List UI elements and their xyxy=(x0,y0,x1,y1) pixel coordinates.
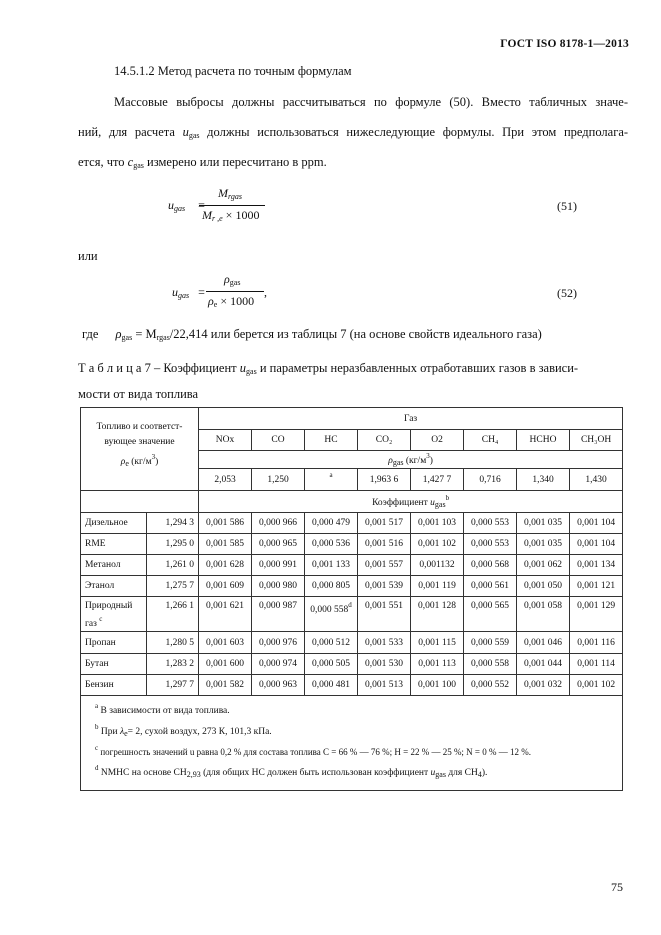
cell: 0,001 104 xyxy=(570,513,623,534)
table-caption: Т а б л и ц а 7 – Коэффициент $u_{gas}$ и параметры неразбавленных отработавших газов в зависи- мости от вида топлива xyxy=(78,361,579,401)
cell: 0,001 100 xyxy=(411,675,464,696)
table-row xyxy=(81,597,623,632)
gas-name: HCHO xyxy=(517,430,570,451)
fuel-name: Природный газ $^c$ xyxy=(81,597,147,632)
cell: 0,001 121 xyxy=(570,576,623,597)
fuel-name: Дизельное xyxy=(81,513,147,534)
fuel-density: 1,261 0 xyxy=(147,555,199,576)
footnote-c: $^c$ погрешность значений u равна 0,2 % для состава топлива C = 66 % — 76 %; H = 22 % — 25 %; N = 0 % — 12 %. xyxy=(95,744,532,757)
cell: 0,001 050 xyxy=(517,576,570,597)
cell: 0,001 102 xyxy=(570,675,623,696)
formula-52-number: (52) xyxy=(557,286,577,300)
table-footnotes xyxy=(81,696,623,791)
gas-name: HC xyxy=(305,430,358,451)
cell: 0,000 966 xyxy=(252,513,305,534)
footnote-d: $^d$ NMHC на основе $CH_{2,93}$ (для общих HC должен быть использован коэффициент $u_{gas}$ для $CH_4$). xyxy=(95,763,488,779)
density-value: 1,427 7 xyxy=(411,469,464,491)
cell: 0,001 103 xyxy=(411,513,464,534)
cell: 0,001 517 xyxy=(358,513,411,534)
cell: 0,001 129 xyxy=(570,597,623,632)
fuel-density: 1,295 0 xyxy=(147,534,199,555)
footnote-b: $^b$ При $\lambda_e= 2$, сухой воздух, 273 К, 101,3 кПа. xyxy=(95,722,272,738)
fuel-name: Этанол xyxy=(81,576,147,597)
fuel-density: 1,297 7 xyxy=(147,675,199,696)
cell: 0,001 513 xyxy=(358,675,411,696)
cell: 0,001 551 xyxy=(358,597,411,632)
gas-header: Газ xyxy=(199,408,623,430)
or-word: или xyxy=(78,249,98,263)
gas-name: CO₂ xyxy=(358,430,411,451)
formula-51-numerator: $M_{rgas}$ xyxy=(218,186,242,201)
formula-52-denominator: $\rho_e \times 1000$ xyxy=(208,294,255,309)
cell: 0,001 062 xyxy=(517,555,570,576)
cell: 0,001 582 xyxy=(199,675,252,696)
gas-name: NOx xyxy=(199,430,252,451)
fuel-density: 1,266 1 xyxy=(147,597,199,632)
cell: 0,000 481 xyxy=(305,675,358,696)
cell: 0,000 553 xyxy=(464,513,517,534)
density-value: 0,716 xyxy=(464,469,517,491)
cell: 0,000 553 xyxy=(464,534,517,555)
cell: 0,000 568 xyxy=(464,555,517,576)
fuel-name: RME xyxy=(81,534,147,555)
paragraph-line-2: ний, для расчета $u_{gas}$ должны использоваться нижеследующие формулы. При этом предполага- xyxy=(78,125,629,140)
table-row xyxy=(81,675,623,696)
corner-header: Топливо и соответст- вующее значение $\rho_e$ $(кг/м^3)$ xyxy=(81,408,199,491)
footnote-a: $^a$ В зависимости от вида топлива. xyxy=(95,702,230,716)
cell: 0,001 586 xyxy=(199,513,252,534)
cell: 0,001 046 xyxy=(517,632,570,654)
density-value: 1,430 xyxy=(570,469,623,491)
cell: 0,000 805 xyxy=(305,576,358,597)
formula-52-fraction-bar xyxy=(206,291,264,292)
table-row xyxy=(81,555,623,576)
formula-51-number: (51) xyxy=(557,199,577,213)
where-line: где $\rho_{gas} = M_{rgas}/22,414$ или берется из таблицы 7 (на основе свойств идеального газа) xyxy=(82,327,542,342)
cell: 0,000 565 xyxy=(464,597,517,632)
cell: 0,000 559 xyxy=(464,632,517,654)
table-row xyxy=(81,576,623,597)
formula-52-comma: , xyxy=(264,285,267,299)
paragraph-line-1: Массовые выбросы должны рассчитываться по формуле (50). Вместо табличных значе- xyxy=(114,95,628,109)
formula-52-numerator: $\rho_{gas}$ xyxy=(224,272,241,287)
fuel-name: Бутан xyxy=(81,654,147,675)
cell: 0,000 558$^d$ xyxy=(305,597,358,632)
cell: 0,001 530 xyxy=(358,654,411,675)
cell: 0,000 991 xyxy=(252,555,305,576)
gas-name: CH₃OH xyxy=(570,430,623,451)
cell: 0,000 479 xyxy=(305,513,358,534)
density-value: 1,250 xyxy=(252,469,305,491)
cell: 0,001 128 xyxy=(411,597,464,632)
cell: 0,001 628 xyxy=(199,555,252,576)
cell: 0,001 516 xyxy=(358,534,411,555)
fuel-density: 1,275 7 xyxy=(147,576,199,597)
fuel-density: 1,280 5 xyxy=(147,632,199,654)
cell: 0,000 980 xyxy=(252,576,305,597)
cell: 0,001 557 xyxy=(358,555,411,576)
cell: 0,000 974 xyxy=(252,654,305,675)
cell: 0,000 536 xyxy=(305,534,358,555)
table-row xyxy=(81,654,623,675)
table-row xyxy=(81,534,623,555)
density-label: $\rho_{gas}$ $(кг/м^3)$ xyxy=(199,451,623,469)
cell: 0,001 032 xyxy=(517,675,570,696)
blank-cell xyxy=(81,491,199,513)
cell: 0,000 965 xyxy=(252,534,305,555)
cell: 0,000 976 xyxy=(252,632,305,654)
formula-51-fraction-bar xyxy=(199,205,265,206)
gas-name: CH₄ xyxy=(464,430,517,451)
cell: 0,001 539 xyxy=(358,576,411,597)
density-value: a xyxy=(305,469,358,491)
cell: 0,001 119 xyxy=(411,576,464,597)
cell: 0,000 561 xyxy=(464,576,517,597)
fuel-name: Пропан xyxy=(81,632,147,654)
cell: 0,001 134 xyxy=(570,555,623,576)
cell: 0,001 114 xyxy=(570,654,623,675)
section-title: 14.5.1.2 Метод расчета по точным формулам xyxy=(114,64,352,78)
fuel-name: Метанол xyxy=(81,555,147,576)
cell: 0,000 512 xyxy=(305,632,358,654)
cell: 0,000 987 xyxy=(252,597,305,632)
table-7 xyxy=(80,407,623,791)
paragraph-line-3: ется, что $c_{gas}$ измерено или пересчитано в ppm. xyxy=(78,155,327,170)
page-number: 75 xyxy=(611,880,623,894)
density-value: 1,963 6 xyxy=(358,469,411,491)
cell: 0,001 035 xyxy=(517,513,570,534)
gas-name: O2 xyxy=(411,430,464,451)
cell: 0,001 116 xyxy=(570,632,623,654)
fuel-density: 1,294 3 xyxy=(147,513,199,534)
cell: 0,001 585 xyxy=(199,534,252,555)
table-row xyxy=(81,632,623,654)
cell: 0,001 603 xyxy=(199,632,252,654)
coefficient-label: Коэффициент $u_{gas}^b$ xyxy=(199,491,623,513)
formula-52-lhs: $u_{gas}$ = xyxy=(172,285,205,300)
cell: 0,001 035 xyxy=(517,534,570,555)
cell: 0,001 609 xyxy=(199,576,252,597)
cell: 0,001132 xyxy=(411,555,464,576)
cell: 0,001 102 xyxy=(411,534,464,555)
cell: 0,001 600 xyxy=(199,654,252,675)
density-value: 2,053 xyxy=(199,469,252,491)
cell: 0,000 505 xyxy=(305,654,358,675)
cell: 0,001 044 xyxy=(517,654,570,675)
formula-51-denominator: $M_{r ,e} \times 1000$ xyxy=(202,208,260,223)
fuel-density: 1,283 2 xyxy=(147,654,199,675)
density-value: 1,340 xyxy=(517,469,570,491)
cell: 0,001 104 xyxy=(570,534,623,555)
cell: 0,000 963 xyxy=(252,675,305,696)
table-row xyxy=(81,513,623,534)
fuel-name: Бензин xyxy=(81,675,147,696)
cell: 0,000 552 xyxy=(464,675,517,696)
cell: 0,001 621 xyxy=(199,597,252,632)
document-header: ГОСТ ISO 8178-1—2013 xyxy=(500,38,629,50)
cell: 0,000 558 xyxy=(464,654,517,675)
cell: 0,001 133 xyxy=(305,555,358,576)
cell: 0,001 533 xyxy=(358,632,411,654)
cell: 0,001 113 xyxy=(411,654,464,675)
formula-51-lhs: $u_{gas}$ = xyxy=(168,198,205,213)
cell: 0,001 058 xyxy=(517,597,570,632)
gas-name: CO xyxy=(252,430,305,451)
cell: 0,001 115 xyxy=(411,632,464,654)
